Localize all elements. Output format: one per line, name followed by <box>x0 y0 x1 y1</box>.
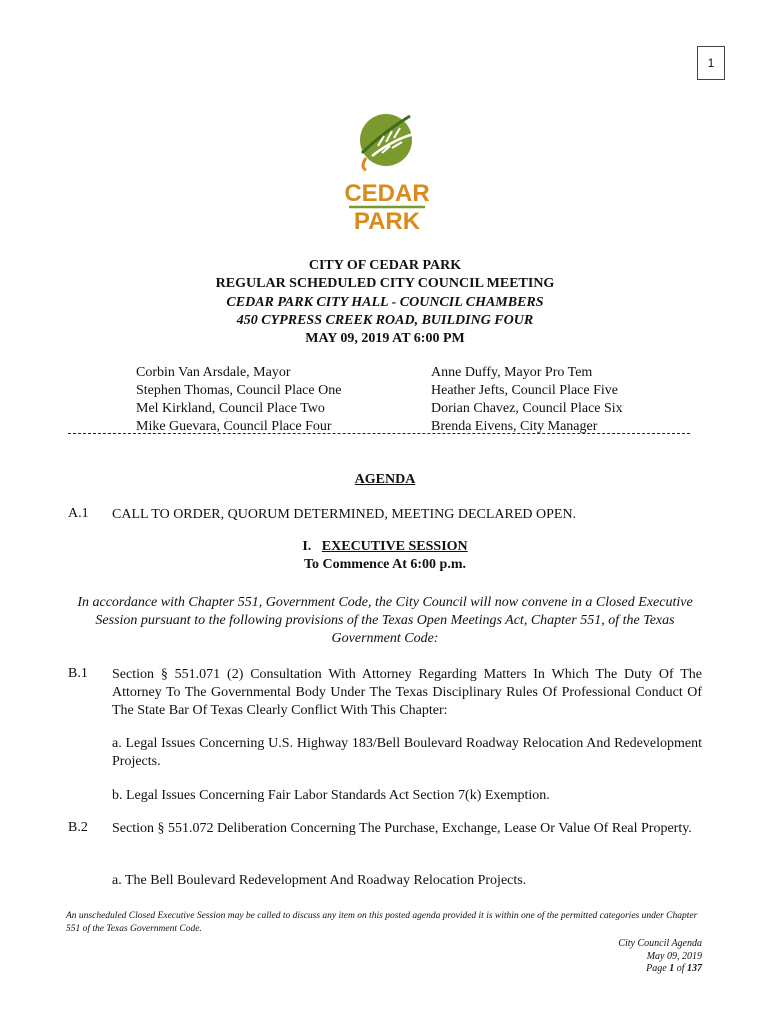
section-roman: I. <box>302 539 312 554</box>
footer-page-current: 1 <box>669 963 675 974</box>
cedar-park-logo <box>332 98 442 238</box>
official-entry: Heather Jefts, Council Place Five <box>431 383 619 398</box>
executive-session-intro: In accordance with Chapter 551, Government Code, the City Council will now convene in a Closed Executive Session pursuant to the following provisions of the Texas Open Meetings Act, Chapter 551, of the Texas Government Code: <box>77 595 693 646</box>
meeting-location: CEDAR PARK CITY HALL - COUNCIL CHAMBERS <box>226 294 544 310</box>
page-number-badge: 1 <box>697 46 725 80</box>
meeting-address: 450 CYPRESS CREEK ROAD, BUILDING FOUR <box>236 312 534 328</box>
official-entry: Dorian Chavez, Council Place Six <box>431 401 623 416</box>
footer-page-number <box>618 963 702 976</box>
meeting-type: REGULAR SCHEDULED CITY COUNCIL MEETING <box>215 276 555 292</box>
item-b2-text: Section § 551.072 Deliberation Concerning The Purchase, Exchange, Lease Or Value Of Real Property. <box>112 821 692 836</box>
closed-session-footnote: An unscheduled Closed Executive Session may be called to discuss any item on this posted agenda provided it is within one of the permitted categories under Chapter 551 of the Texas Government Code. <box>66 911 698 934</box>
section-heading <box>0 539 770 555</box>
page-footer <box>618 938 702 976</box>
logo-text-park: PARK <box>353 208 421 235</box>
section-title: EXECUTIVE SESSION <box>321 539 468 554</box>
footer-doc-title: City Council Agenda <box>618 938 702 949</box>
item-b2-number: B.2 <box>68 820 88 835</box>
officials-right-column <box>431 364 623 436</box>
item-b2-sub-a: a. The Bell Boulevard Redevelopment And Roadway Relocation Projects. <box>112 873 527 888</box>
official-entry: Brenda Eivens, City Manager <box>431 419 598 434</box>
official-entry: Stephen Thomas, Council Place One <box>136 383 342 398</box>
item-b1-text: Section § 551.071 (2) Consultation With Attorney Regarding Matters In Which The Duty Of The Attorney To The Governmental Body Under The Texas Disciplinary Rules Of Professional Conduct Of The State Bar Of Texas Clearly Conflict With This Chapter: <box>112 667 702 718</box>
item-b1-number: B.1 <box>68 666 88 681</box>
item-a1-text: CALL TO ORDER, QUORUM DETERMINED, MEETING DECLARED OPEN. <box>112 507 577 522</box>
footer-date: May 09, 2019 <box>646 950 702 962</box>
city-name: CITY OF CEDAR PARK <box>308 258 462 273</box>
footer-page-total: 137 <box>687 963 702 974</box>
logo-text-cedar: CEDAR <box>344 180 430 207</box>
dashed-divider <box>68 433 690 434</box>
item-a1-number: A.1 <box>68 506 89 521</box>
item-b1-sub-b: b. Legal Issues Concerning Fair Labor Standards Act Section 7(k) Exemption. <box>112 788 550 803</box>
agenda-heading: AGENDA <box>354 472 416 487</box>
official-entry: Mel Kirkland, Council Place Two <box>136 401 325 416</box>
footer-page-prefix: Page <box>646 963 667 974</box>
item-b1-sub-a: a. Legal Issues Concerning U.S. Highway 183/Bell Boulevard Roadway Relocation And Redevelopment Projects. <box>112 736 702 769</box>
footer-page-of: of <box>676 963 685 974</box>
officials-left-column <box>136 364 341 436</box>
meeting-header <box>0 257 770 348</box>
official-entry: Anne Duffy, Mayor Pro Tem <box>431 365 593 380</box>
official-entry: Mike Guevara, Council Place Four <box>136 419 332 434</box>
section-subtitle: To Commence At 6:00 p.m. <box>303 557 467 572</box>
meeting-date: MAY 09, 2019 AT 6:00 PM <box>305 331 465 347</box>
official-entry: Corbin Van Arsdale, Mayor <box>136 365 291 380</box>
